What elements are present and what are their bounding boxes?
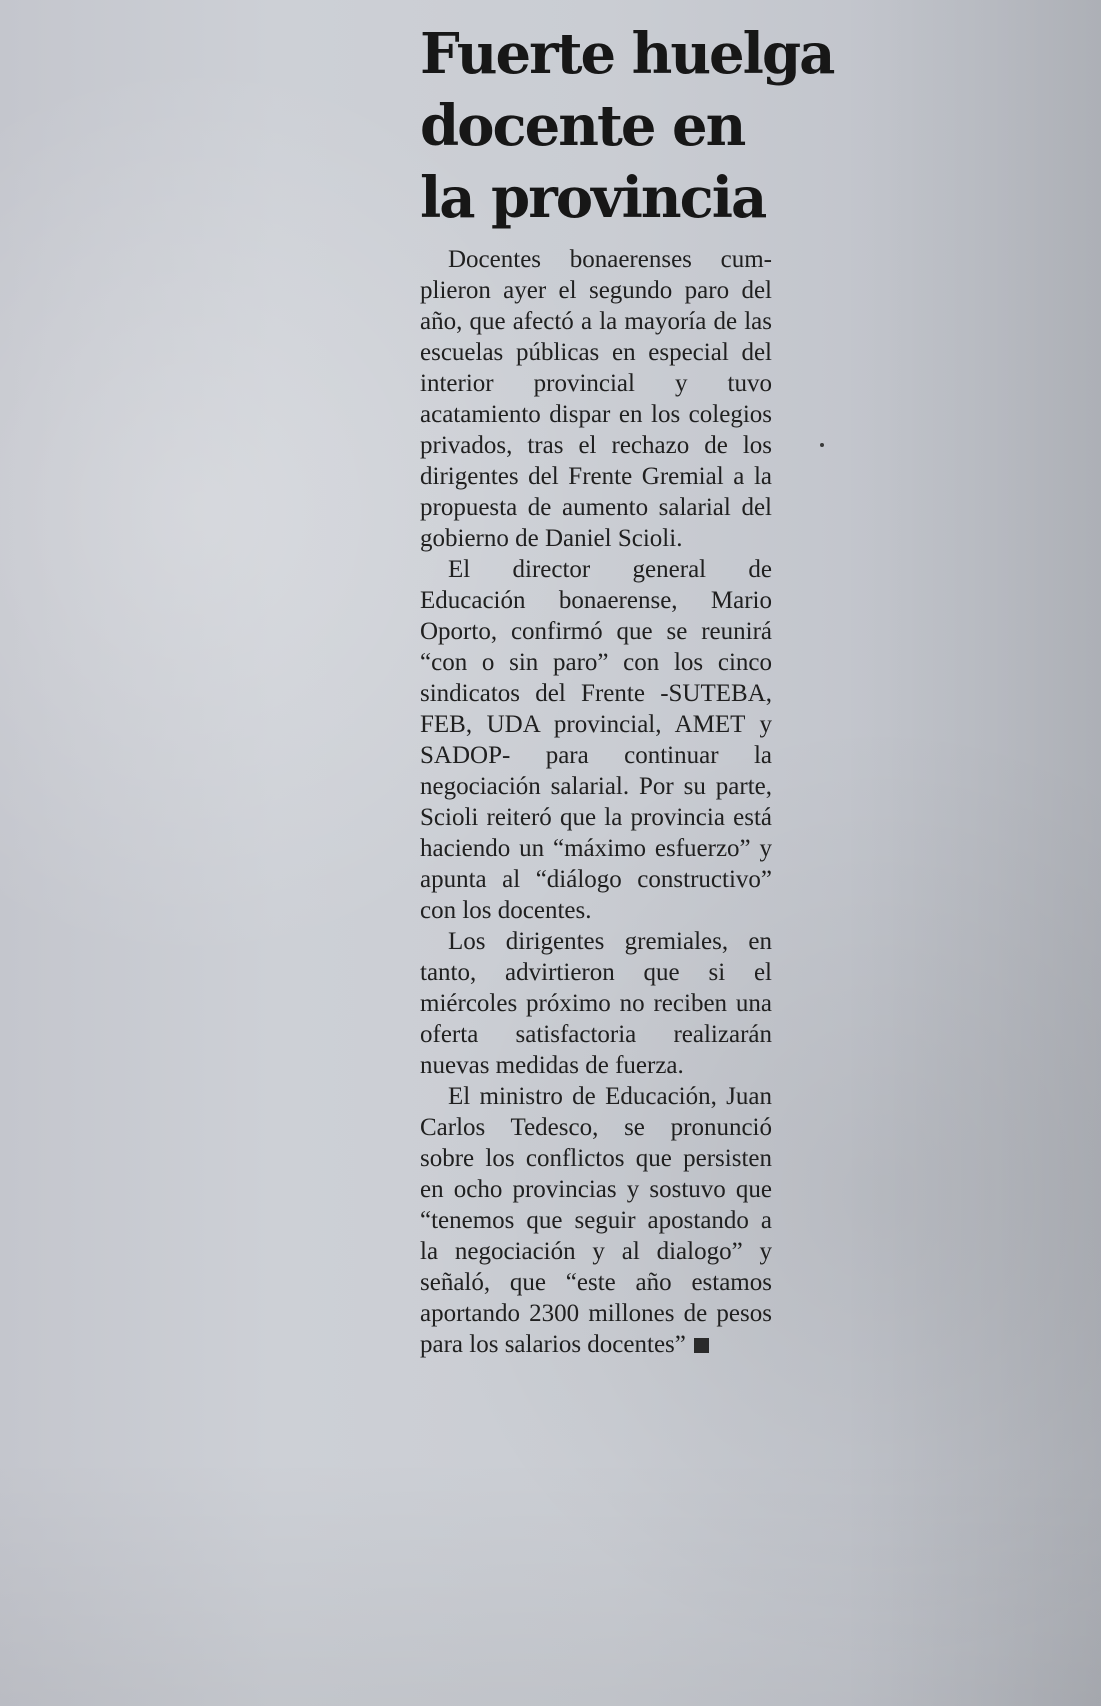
article-paragraph-3: Los dirigentes gremiales, en tanto, advirtieron que si el miércoles próximo no reciben una oferta satisfactoria realizarán nuevas medidas de fuerza. [420, 928, 772, 1079]
end-of-article-mark [694, 1338, 709, 1353]
page-shading [841, 0, 1101, 1706]
page-bottom-shading [0, 1456, 1101, 1706]
ink-speck [820, 443, 824, 447]
headline-line-3: la provincia [420, 165, 766, 231]
headline-line-2: docente en [420, 93, 745, 159]
headline-line-1: Fuerte huelga [420, 21, 834, 87]
news-article [420, 18, 834, 1360]
article-paragraph-2: El director general de Educación bonaerense, Mario Oporto, confirmó que se reunirá “con o sin paro” con los cinco sindicatos del Frente -SUTEBA, FEB, UDA provincial, AMET y SADOP- para continuar la negociación salarial. Por su parte, Scioli reiteró que la provincia está haciendo un “máximo esfuerzo” y apunta al “diálogo constructivo” con los docentes. [420, 556, 772, 924]
article-paragraph-4-text: El ministro de Educación, Juan Carlos Tedesco, se pronunció sobre los conflictos que persisten en ocho provincias y sostuvo que “tenemos que seguir apostando a la negociación y al dialogo” y señaló, que “este año estamos aportando 2300 millones de pesos para los salarios docentes” [420, 1083, 772, 1358]
article-paragraph-4 [420, 1081, 772, 1360]
article-paragraph-1: Docentes bonaerenses cumplieron ayer el segundo paro del año, que afectó a la mayoría de las escuelas públicas en especial del interior provincial y tuvo acatamiento dispar en los colegios privados, tras el rechazo de los dirigentes del Frente Gremial a la propuesta de aumento salarial del gobierno de Daniel Scioli. [420, 246, 772, 552]
article-headline [420, 18, 834, 234]
